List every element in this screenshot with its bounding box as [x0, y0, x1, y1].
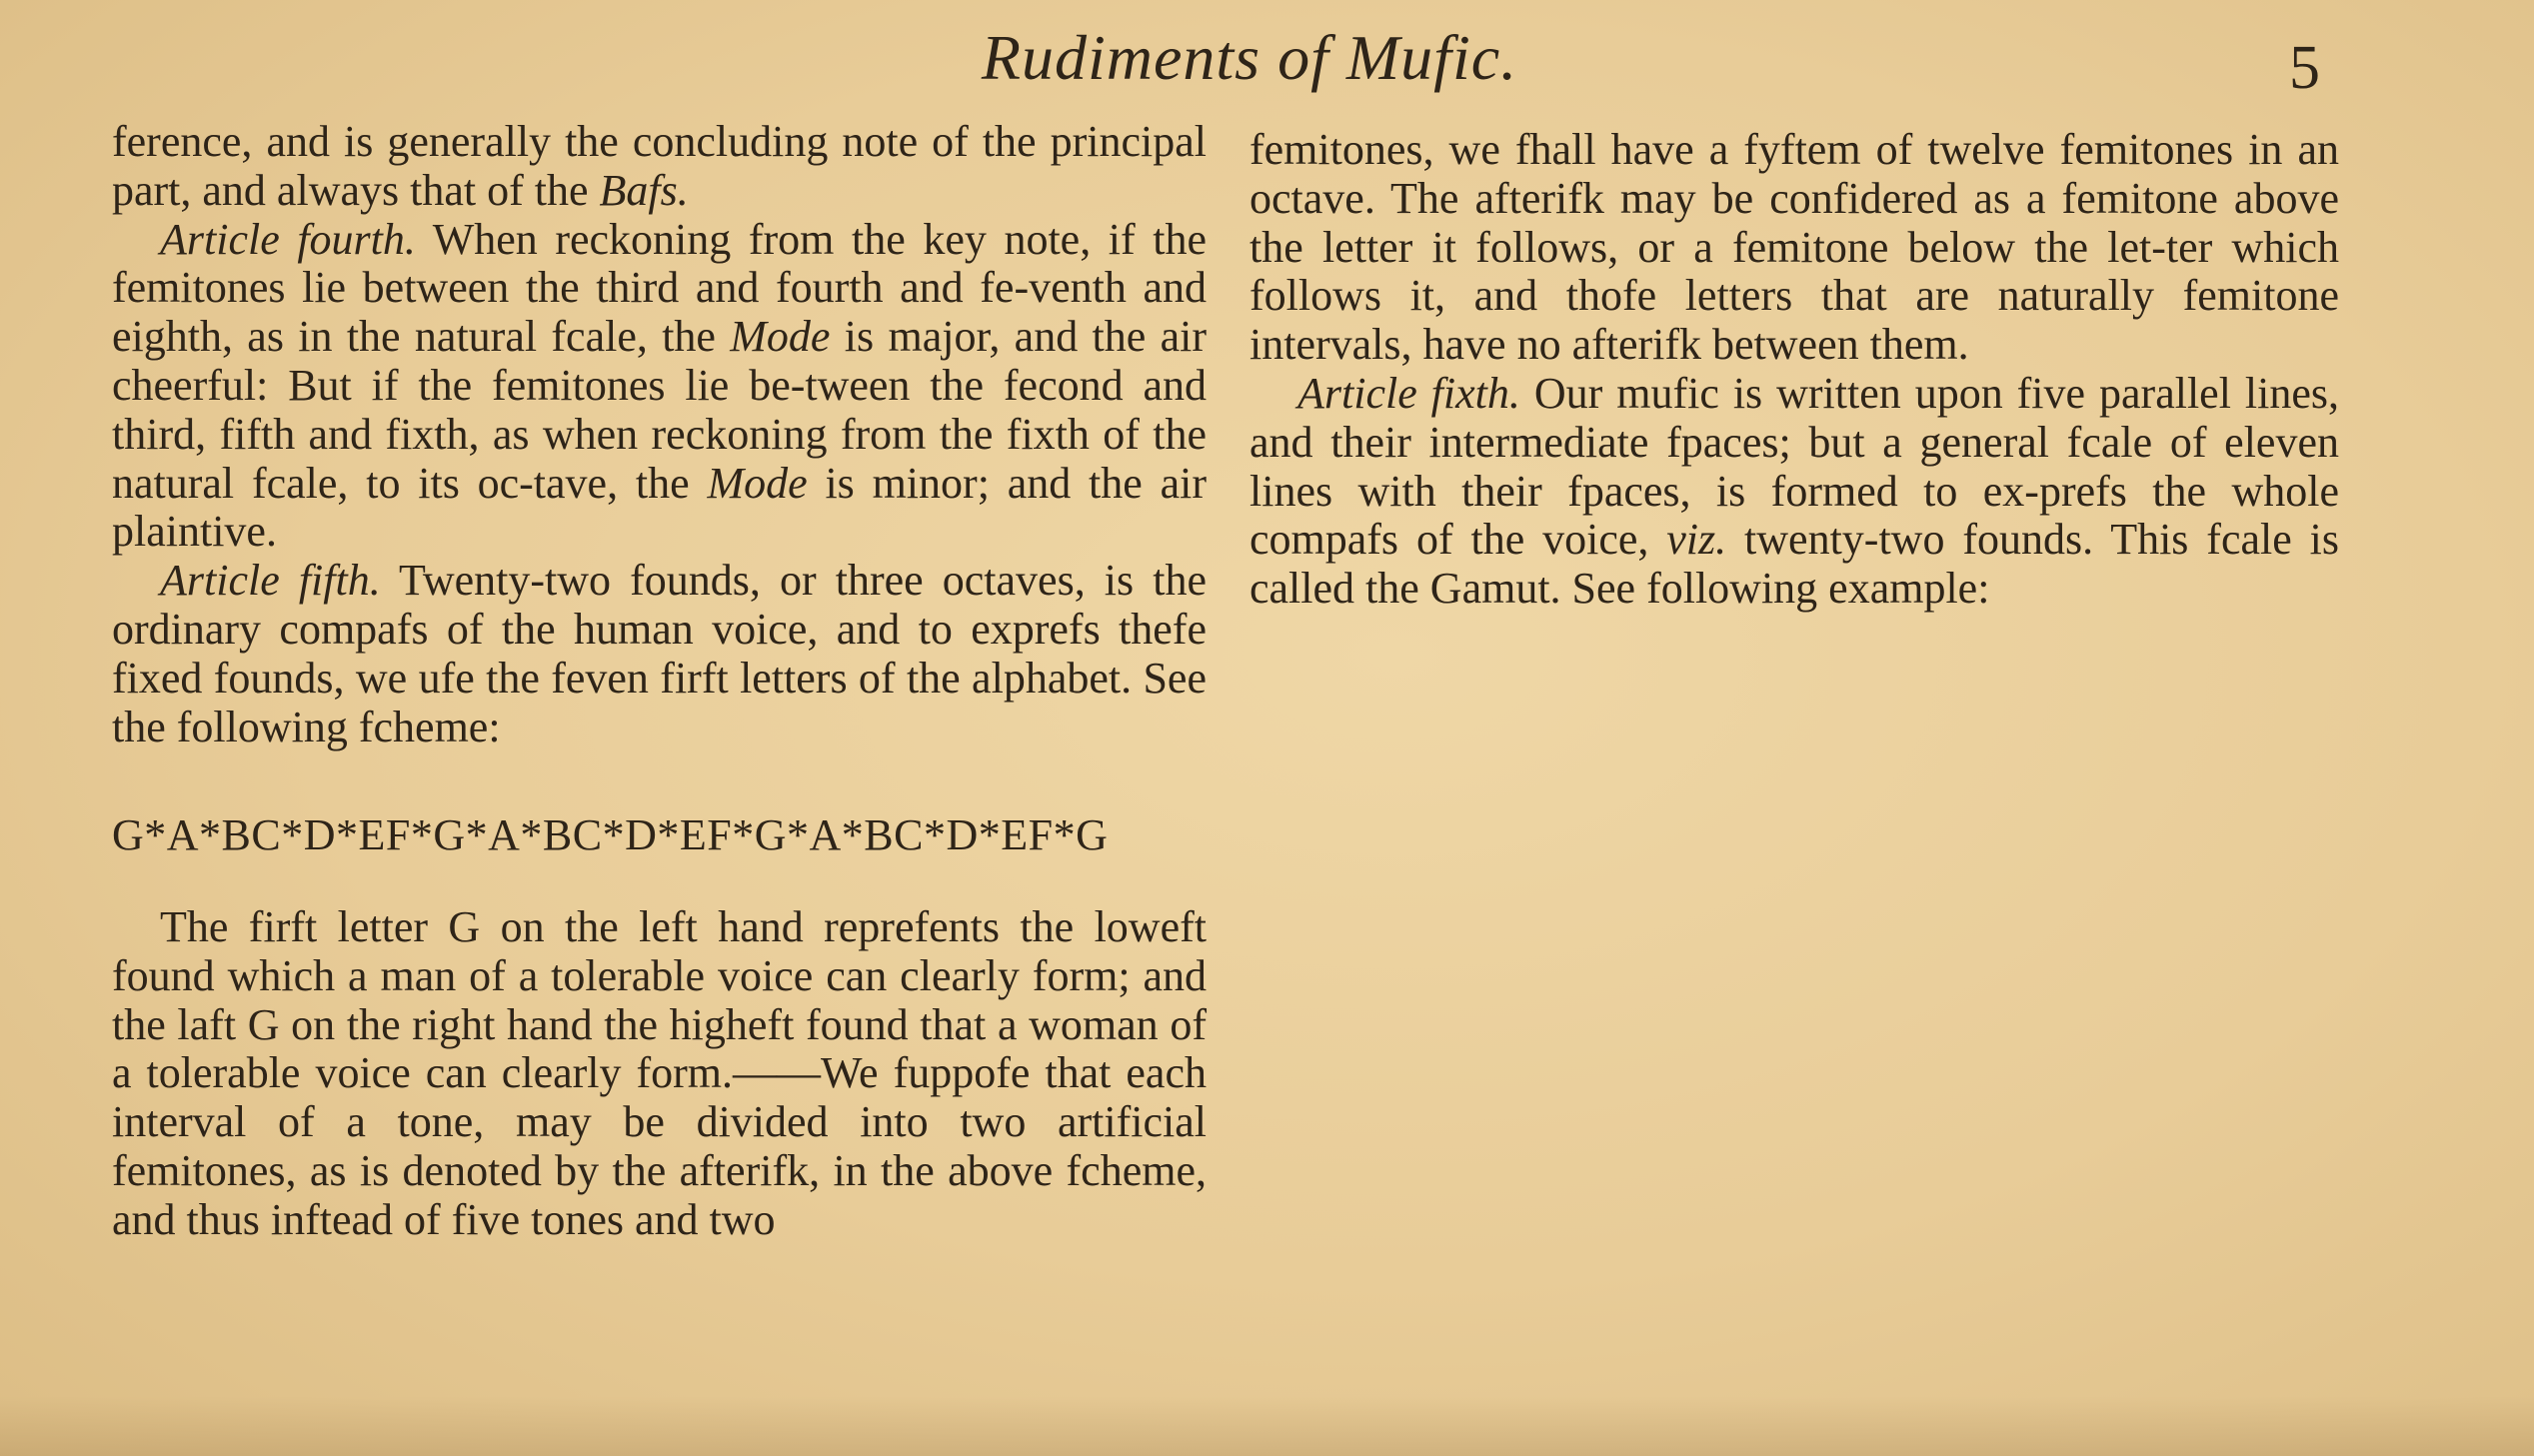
article-fourth-text-1: When reckoning from the key note, if the femitones lie between the third and fourth and fe-venth and eighth, as in the natural fcale, the [112, 214, 1207, 362]
article-fifth-text: Twenty-two founds, or three octaves, is the ordinary compafs of the human voice, and to exprefs thefe fixed founds, we ufe the feven firft letters of the alphabet. See the following fcheme: [112, 556, 1207, 751]
article-sixth-text-1: Our mufic is written upon five parallel lines, and their intermediate fpaces; but a general fcale of eleven lines with their fpaces, is formed to ex-prefs the whole compafs of the voice, [1250, 368, 2339, 565]
paragraph-scheme-explanation: The firft letter G on the left hand reprefents the loweft found which a man of a tolerable voice can clearly form; and the laft G on the right hand the higheft found that a woman of a tolerable voice can clearly form.——We fuppofe that each interval of a tone, may be divided into two artificial femitones, as is denoted by the afterifk, in the above fcheme, and thus inftead of five tones and two [112, 902, 1207, 1244]
paragraph-intro [112, 118, 1207, 216]
article-fourth [112, 216, 1207, 558]
mode-term-2: Mode [707, 458, 808, 508]
article-fourth-text-2: is major, and the air cheerful: But if the femitones lie be-tween the fecond and third, fifth and fixth, as when reckoning from the fixth of the natural fcale, to its oc-tave, the [112, 312, 1208, 508]
gamut-scheme: G*A*BC*D*EF*G*A*BC*D*EF*G*A*BC*D*EF*G [112, 810, 1109, 859]
mode-term-1: Mode [730, 312, 831, 362]
page-number: 5 [2289, 34, 2320, 102]
article-fourth-text-3: is minor; and the air plaintive. [112, 458, 1208, 557]
article-fifth [112, 557, 1207, 751]
paragraph-semitones: femitones, we fhall have a fyftem of twelve femitones in an octave. The afterifk may be confidered as a femitone above the letter it follows, or a femitone below the let-ter which follows it, and thofe letters that are naturally femitone intervals, have no afterifk between them. [1250, 125, 2339, 370]
page-edge-shadow [0, 1396, 2534, 1456]
running-head: Rudiments of Mufic. [981, 22, 1518, 93]
left-column [112, 118, 1207, 751]
article-fourth-label: Article fourth. [160, 214, 416, 264]
intro-text: ference, and is generally the concluding note of the principal part, and always that of the [112, 117, 1207, 215]
article-sixth-text-2: twenty-two founds. This fcale is called the Gamut. See following example: [1250, 515, 2339, 614]
bass-term: Bafs. [599, 165, 689, 215]
viz-term: viz. [1666, 515, 1727, 565]
article-sixth-label: Article fixth. [1297, 368, 1520, 418]
left-column-lower [112, 903, 1207, 1245]
article-sixth [1250, 370, 2339, 614]
right-column [1250, 126, 2339, 614]
article-fifth-label: Article fifth. [160, 556, 381, 606]
